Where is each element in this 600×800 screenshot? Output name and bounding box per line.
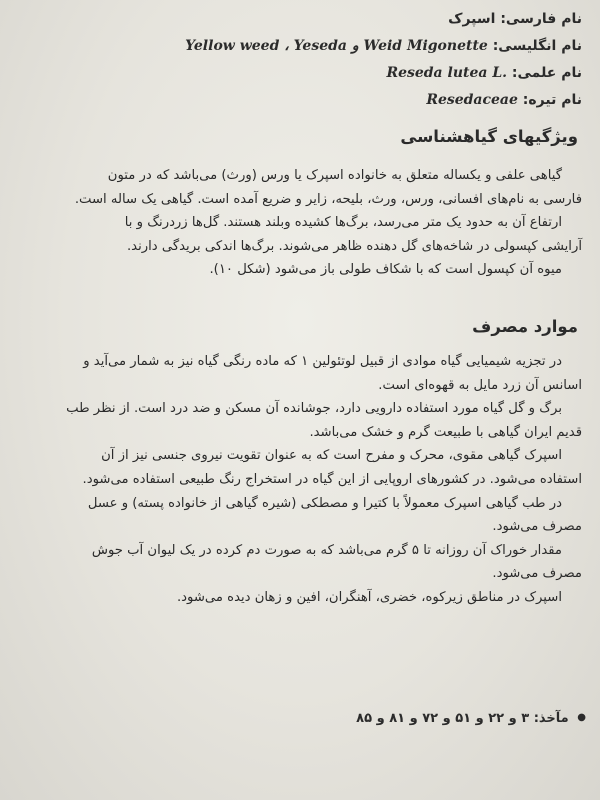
text-line: آرایشی کپسولی در شاخه‌های گل دهنده ظاهر می‌شوند. برگ‌ها اندکی بریدگی دارند. bbox=[126, 238, 582, 254]
botany-paragraph bbox=[14, 164, 582, 282]
text-line: در تجزیه شیمیایی گیاه موادی از قبیل لوتئولین ۱ که ماده رنگی گیاه نیز به شمار می‌آید و bbox=[83, 354, 562, 369]
text-line: برگ و گل گیاه مورد استفاده دارویی دارد، جوشانده آن مسکن و ضد درد است. از نظر طب bbox=[66, 401, 562, 417]
text-line: مصرف می‌شود. bbox=[492, 566, 582, 582]
text-line: ارتفاع آن به حدود یک متر می‌رسد، برگ‌ها کشیده وبلند هستند. گل‌ها زردرنگ و با bbox=[124, 215, 562, 231]
english-name-row bbox=[14, 33, 582, 60]
section-title-botany: ویژگیهای گیاهشناسی bbox=[400, 127, 578, 146]
references-footnote bbox=[356, 711, 586, 726]
text-line: گیاهی علفی و یکساله متعلق به خانواده اسپرک یا ورس (ورث) می‌باشد که در متون bbox=[107, 168, 562, 183]
references-text: مآخذ: ۳ و ۲۲ و ۵۱ و ۷۲ و ۸۱ و ۸۵ bbox=[356, 711, 569, 726]
uses-paragraph bbox=[14, 350, 582, 610]
scientific-name-label: نام علمی: bbox=[511, 65, 582, 81]
text-line: استفاده می‌شود. در کشورهای اروپایی از این گیاه در استخراج رنگ طبیعی استفاده می‌شود. bbox=[82, 471, 582, 487]
persian-name-label: نام فارسی: bbox=[500, 11, 582, 27]
scientific-name-value: Reseda lutea L. bbox=[386, 65, 508, 81]
bullet-icon: ● bbox=[577, 712, 586, 723]
english-name-value: Yellow weed ، Yeseda و Weid Migonette bbox=[185, 38, 488, 54]
text-line: در طب گیاهی اسپرک معمولاً با کتیرا و مصطکی (شیره گیاهی از خانواده پسته) و عسل bbox=[87, 495, 562, 511]
family-name-row bbox=[14, 87, 582, 114]
family-name-value: Resedaceae bbox=[426, 92, 518, 108]
text-line: میوه آن کپسول است که با شکاف طولی باز می‌شود (شکل ۱۰). bbox=[209, 262, 562, 278]
section-title-uses: موارد مصرف bbox=[472, 317, 578, 336]
text-line: اسانس آن زرد مایل به قهوه‌ای است. bbox=[378, 377, 582, 393]
persian-name-row bbox=[14, 6, 582, 33]
text-line: قدیم ایران گیاهی با طبیعت گرم و خشک می‌باشد. bbox=[309, 424, 582, 440]
text-line: مقدار خوراک آن روزانه تا ۵ گرم می‌باشد که به صورت دم کرده در یک لیوان آب جوش bbox=[91, 542, 562, 558]
persian-name-value: اسپرک bbox=[448, 11, 496, 27]
plant-metadata bbox=[14, 6, 582, 114]
text-line: اسپرک گیاهی مقوی، محرک و مفرح است که به عنوان تقویت نیروی جنسی نیز از آن bbox=[101, 448, 562, 464]
text-line: اسپرک در مناطق زیرکوه، خضری، آهنگران، افین و زهان دیده می‌شود. bbox=[176, 589, 562, 605]
family-name-label: نام تیره: bbox=[522, 92, 582, 108]
text-line: مصرف می‌شود. bbox=[492, 519, 582, 535]
text-line: فارسی به نام‌های افسانی، ورس، ورث، بلیحه، زایر و ضریع آمده است. گیاهی یک ساله است. bbox=[74, 191, 582, 207]
scientific-name-row bbox=[14, 60, 582, 87]
english-name-label: نام انگلیسی: bbox=[492, 38, 582, 54]
